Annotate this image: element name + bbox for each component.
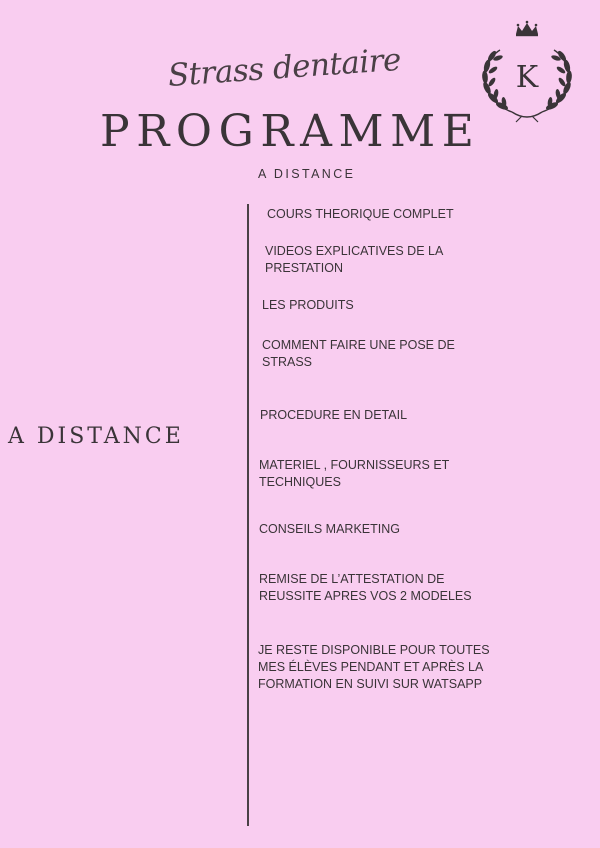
program-item-line: MES ÉLÈVES PENDANT ET APRÈS LA	[258, 660, 484, 674]
program-item-line: JE RESTE DISPONIBLE POUR TOUTES	[258, 643, 490, 657]
program-item-line: MATERIEL , FOURNISSEURS ET	[259, 458, 450, 472]
program-item	[265, 243, 443, 277]
laurel-right-icon	[542, 50, 572, 112]
script-title: Strass dentaire	[166, 41, 403, 94]
program-item-line: PRESTATION	[265, 261, 344, 275]
program-item-line: COURS THEORIQUE COMPLET	[267, 207, 454, 221]
program-item	[258, 642, 490, 693]
crown-laurel-wreath-icon	[478, 20, 576, 124]
program-item-line: CONSEILS MARKETING	[259, 522, 400, 536]
program-item	[262, 337, 455, 371]
program-item	[262, 297, 354, 314]
program-item-line: FORMATION EN SUIVI SUR WATSAPP	[258, 677, 483, 691]
logo-letter: K	[515, 60, 539, 95]
program-item-line: REUSSITE APRES VOS 2 MODELES	[259, 589, 472, 603]
side-label: A DISTANCE	[8, 424, 184, 449]
program-item	[259, 571, 472, 605]
program-item-line: PROCEDURE EN DETAIL	[260, 408, 408, 422]
crown-icon	[516, 21, 538, 37]
program-item-line: TECHNIQUES	[259, 475, 341, 489]
program-item-line: COMMENT FAIRE UNE POSE DE	[262, 338, 455, 352]
program-item	[260, 407, 407, 424]
laurel-left-icon	[482, 50, 512, 112]
program-item	[259, 521, 400, 538]
program-item-line: VIDEOS EXPLICATIVES DE LA	[265, 244, 444, 258]
program-item-line: STRASS	[262, 355, 313, 369]
program-item	[267, 206, 454, 223]
program-item-line: LES PRODUITS	[262, 298, 354, 312]
vertical-divider	[247, 204, 249, 826]
page-title: PROGRAMME	[100, 106, 481, 157]
program-item	[259, 457, 449, 491]
program-item-line: REMISE DE L’ATTESTATION DE	[259, 572, 445, 586]
page-subtitle: A DISTANCE	[258, 167, 356, 181]
